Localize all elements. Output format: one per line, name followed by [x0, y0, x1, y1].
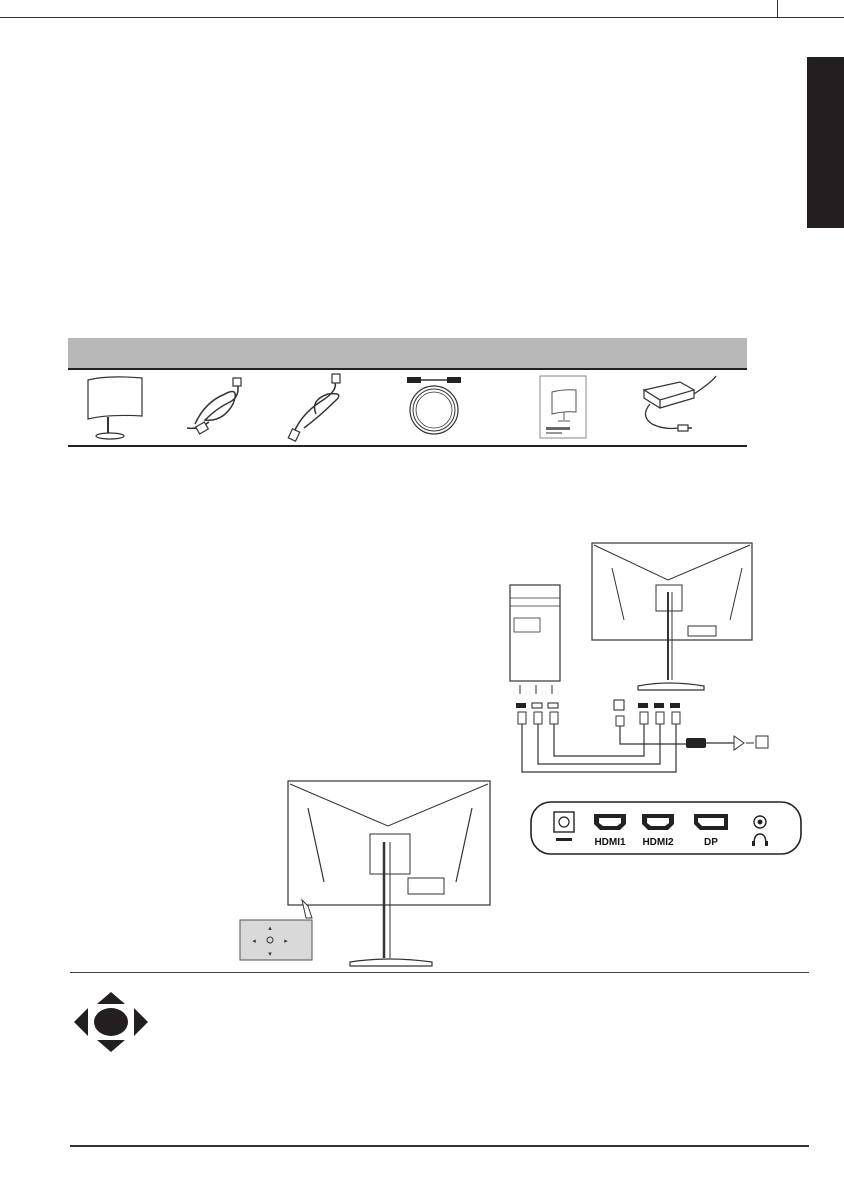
section-divider	[70, 972, 809, 973]
package-item-monitor	[70, 372, 180, 442]
monitor-icon	[70, 372, 180, 442]
power-cord-icon	[175, 372, 285, 442]
svg-text:▾: ▾	[268, 951, 272, 958]
monitor-rear-controls-diagram	[236, 778, 498, 970]
package-table-rule-bottom	[68, 445, 747, 447]
hdmi1-label: HDMI1	[594, 837, 626, 848]
package-item-dp-cable	[385, 372, 495, 442]
dp-label: DP	[704, 837, 718, 848]
top-rule	[0, 17, 844, 18]
package-item-power-adapter	[630, 372, 740, 442]
hdmi2-label: HDMI2	[642, 837, 674, 848]
svg-text:▸: ▸	[284, 938, 288, 945]
footer-rule	[70, 1145, 809, 1147]
svg-text:◂: ◂	[252, 938, 256, 945]
crop-mark	[777, 0, 778, 18]
svg-text:▴: ▴	[268, 925, 272, 932]
guide-icon	[510, 372, 620, 442]
package-contents-header	[68, 338, 747, 368]
rear-port-panel	[530, 800, 802, 856]
joystick-icon	[70, 990, 152, 1054]
package-item-quick-start-guide	[510, 372, 620, 442]
package-item-power-cord	[175, 372, 285, 442]
package-table-rule-top	[68, 368, 747, 370]
joystick-callout	[240, 920, 312, 960]
section-edge-tab	[807, 57, 844, 228]
monitor-rear-icon	[592, 543, 752, 690]
hdmi-cable-icon	[280, 372, 390, 442]
adapter-icon	[630, 372, 740, 442]
dp-cable-icon	[385, 372, 495, 442]
package-item-hdmi-cable	[280, 372, 390, 442]
connection-diagram	[498, 540, 774, 780]
computer-tower-icon	[510, 585, 560, 694]
